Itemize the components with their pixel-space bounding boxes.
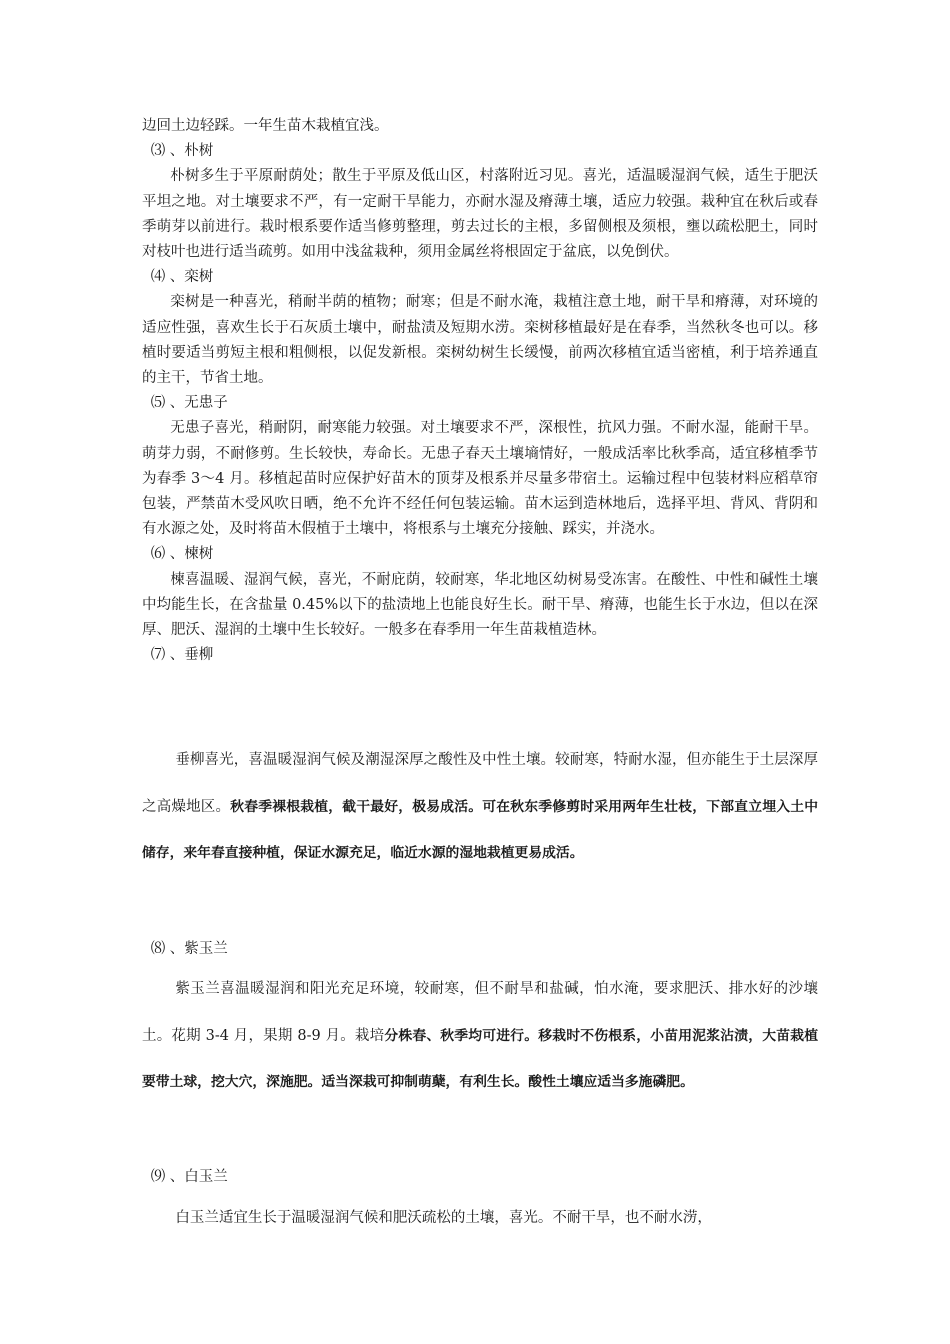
section-heading-purple-magnolia: ⑻ 、紫玉兰 (150, 941, 228, 957)
section-heading-hackberry: ⑶ 、朴树 (150, 143, 214, 160)
willow-text: 垂柳喜光，喜温暖湿润气候及潮湿深厚之酸性及中性土壤。较耐寒，特耐水湿，但亦能生于土层深厚之高燥地区。 (142, 752, 818, 815)
purple-magnolia-bold-text: 分株春、秋季均可进行。移栽时不伤根系，小苗用泥浆沾渍，大苗栽植要带土球，挖大穴，深施肥。适当深栽可抑制萌蘖，有利生长。酸性土壤应适当多施磷肥。 (142, 1027, 819, 1091)
section-heading-soapberry: ⑸ 、无患子 (150, 395, 228, 412)
white-magnolia-body (142, 1195, 818, 1242)
paragraph-white-magnolia: 白玉兰适宜生长于温暖湿润气候和肥沃疏松的土壤，喜光。不耐干旱，也不耐水涝， (175, 1210, 712, 1226)
paragraph-soapberry: 无患子喜光，稍耐阴，耐寒能力较强。对土壤要求不严，深根性，抗风力强。不耐水湿，能耐干旱。萌芽力弱，不耐修剪。生长较快，寿命长。无患子春天土壤墒情好，一般成活率比秋季高，适宜移植季节为春季 3〜4 月。移植起苗时应保护好苗木的顶芽及根系并尽量多带宿土。运输过程中包装材料应稻草帘包装，严禁苗木受风吹日晒，绝不允许不经任何包装运输。苗木运到造林地后，选择平坦、背风、背阴和有水源之处，及时将苗木假植于土壤中，将根系与土壤充分接触、踩实，并浇水。 (142, 420, 818, 538)
dense-section (142, 114, 818, 668)
paragraph-goldenrain: 栾树是一种喜光，稍耐半荫的植物；耐寒；但是不耐水淹，栽植注意土地，耐干旱和瘠薄，对环境的适应性强，喜欢生长于石灰质土壤中，耐盐渍及短期水涝。栾树移植最好是在春季，当然秋冬也可以。移植时要适当剪短主根和粗侧根，以促发新根。栾树幼树生长缓慢，前两次移植宜适当密植，利于培养通直的主干，节省土地。 (142, 294, 818, 387)
willow-bold-text: 秋春季裸根栽植，截干最好，极易成活。可在秋东季修剪时采用两年生壮枝，下部直立埋入土中储存，来年春直接种植，保证水源充足，临近水源的湿地栽植更易成活。 (142, 798, 818, 862)
paragraph-purple-magnolia (142, 966, 818, 1106)
paragraph-chinaberry: 楝喜温暖、湿润气候，喜光，不耐庇荫，较耐寒，华北地区幼树易受冻害。在酸性、中性和碱性土壤中均能生长，在含盐量 0.45%以下的盐渍地上也能良好生长。耐干旱、瘠薄，也能生长于水边，但以在深厚、肥沃、湿润的土壤中生长较好。一般多在春季用一年生苗栽植造林。 (142, 571, 818, 639)
willow-section (142, 737, 818, 877)
paragraph-willow (142, 737, 818, 877)
section-heading-willow: ⑺ 、垂柳 (150, 647, 214, 664)
paragraph-tail: 边回土边轻踩。一年生苗木栽植宜浅。 (142, 118, 389, 134)
section-heading-chinaberry: ⑹ 、楝树 (150, 546, 214, 563)
purple-magnolia-text: 紫玉兰喜温暖湿润和阳光充足环境，较耐寒，但不耐旱和盐碱，怕水淹，要求肥沃、排水好的沙壤土。花期 3-4 月，果期 8-9 月。栽培 (142, 981, 818, 1044)
purple-magnolia-section (142, 937, 818, 958)
paragraph-hackberry: 朴树多生于平原耐荫处；散生于平原及低山区，村落附近习见。喜光，适温暖湿润气候，适生于肥沃平坦之地。对土壤要求不严，有一定耐干旱能力，亦耐水湿及瘠薄土壤，适应力较强。栽种宜在秋后或春季萌芽以前进行。栽时根系要作适当修剪整理，剪去过长的主根，多留侧根及须根，壅以疏松肥土，同时对枝叶也进行适当疏剪。如用中浅盆栽种，须用金属丝将根固定于盆底，以免倒伏。 (142, 168, 818, 261)
white-magnolia-section (142, 1165, 818, 1186)
section-heading-goldenrain: ⑷ 、栾树 (150, 269, 214, 286)
section-heading-white-magnolia: ⑼ 、白玉兰 (150, 1169, 228, 1185)
purple-magnolia-body (142, 966, 818, 1106)
